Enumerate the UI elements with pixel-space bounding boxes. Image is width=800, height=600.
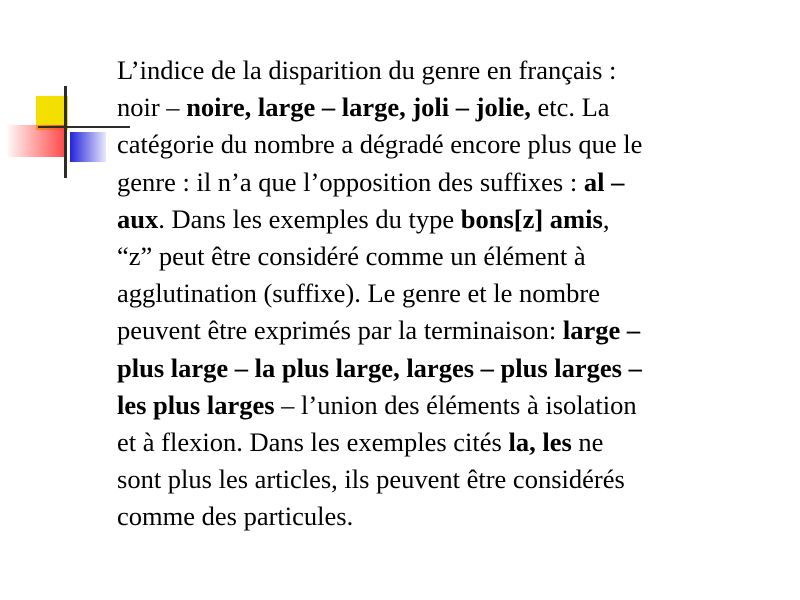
text-line [117,126,747,163]
text-line [117,387,747,424]
text-line [117,350,747,387]
text-line [117,89,747,126]
text-segment: . Dans les exemples du type [158,203,461,234]
text-line [117,424,747,461]
text-segment: agglutination (suffixe). Le genre et le nombre [117,278,600,309]
body-text [117,52,747,536]
bold-text-segment: noire, large – large, joli – jolie, [186,92,531,123]
bold-text-segment: large – [562,315,641,346]
text-segment: , [602,203,610,234]
text-segment: comme des particules. [117,501,354,532]
text-segment: noir – [117,92,187,123]
text-segment: et à flexion. Dans les exemples cités [117,427,509,458]
text-segment: etc. La [530,92,610,123]
text-segment: peuvent être exprimés par la terminaison: [117,315,563,346]
blue-gradient-shape [70,132,106,162]
bold-text-segment: plus large – la plus large, larges – plus larges – [117,352,642,383]
text-line [117,52,747,89]
text-line [117,275,747,312]
bold-text-segment: la, les [508,427,572,458]
text-segment: catégorie du nombre a dégradé encore plus que le [117,129,643,160]
text-line [117,461,747,498]
text-line [117,164,747,201]
bold-text-segment: aux [117,203,159,234]
red-gradient-shape [8,125,66,157]
bold-text-segment: les plus larges [117,389,275,420]
text-line [117,498,747,535]
text-segment: L’indice de la disparition du genre en français : [117,55,617,85]
text-segment: “z” peut être considéré comme un élément à [117,241,586,272]
text-segment: sont plus les articles, ils peuvent être considérés [117,464,625,495]
text-line [117,312,747,349]
text-segment: ne [571,427,604,458]
bold-text-segment: al – [583,166,625,197]
vertical-line [64,86,67,178]
text-segment: genre : il n’a que l’opposition des suffixes : [117,166,584,197]
text-segment: – l’union des éléments à isolation [274,389,637,420]
text-line [117,238,747,275]
bold-text-segment: bons[z] amis [460,203,603,234]
text-line [117,201,747,238]
